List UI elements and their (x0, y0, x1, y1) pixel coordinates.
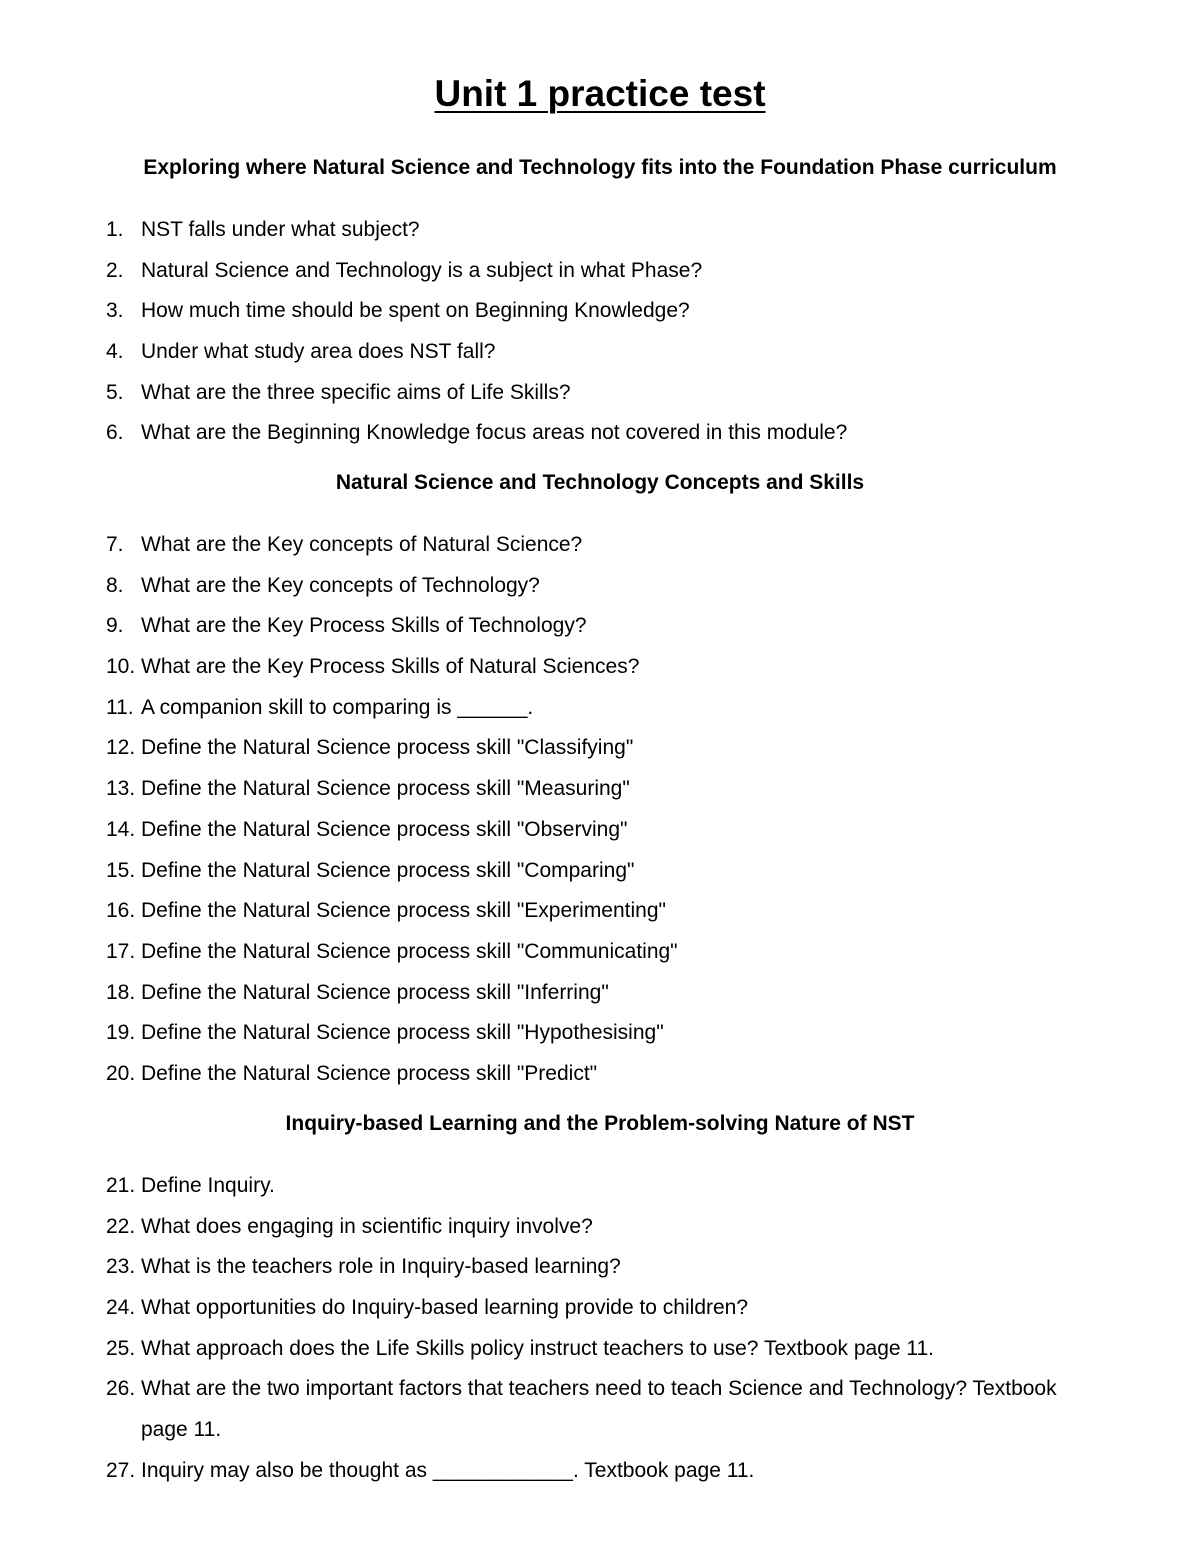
question-number: 7. (106, 533, 124, 556)
question-number: 9. (106, 614, 124, 638)
question-number: 10. (106, 655, 136, 679)
question-item (0, 1166, 1200, 1207)
question-text: What opportunities do Inquiry-based learning provide to children? (141, 1296, 749, 1320)
question-number: 13. (106, 777, 136, 801)
question-item (0, 210, 1200, 251)
question-text: What does engaging in scientific inquiry involve? (141, 1214, 593, 1238)
question-text: Define the Natural Science process skill "Classifying" (141, 736, 634, 760)
question-item (0, 1054, 1200, 1095)
question-item (0, 1329, 1200, 1370)
question-number: 11. (106, 695, 134, 719)
question-item (0, 769, 1200, 810)
page-title: Unit 1 practice test (434, 73, 766, 114)
question-text: What is the teachers role in Inquiry-based learning? (141, 1255, 621, 1279)
question-number: 2. (106, 258, 124, 282)
question-text: What are the Key Process Skills of Natural Sciences? (141, 655, 640, 679)
question-text: How much time should be spent on Beginning Knowledge? (141, 299, 690, 323)
question-number: 1. (106, 218, 124, 241)
question-text: What approach does the Life Skills policy instruct teachers to use? Textbook page 11. (141, 1336, 935, 1360)
question-item (0, 932, 1200, 973)
question-text: What are the Beginning Knowledge focus areas not covered in this module? (141, 421, 848, 445)
question-item (0, 1288, 1200, 1329)
question-item (0, 688, 1200, 729)
question-number: 4. (106, 340, 124, 364)
question-item (0, 525, 1200, 566)
question-text: What are the Key concepts of Natural Science? (141, 533, 583, 556)
question-item (0, 973, 1200, 1014)
question-list-3 (0, 1166, 1200, 1492)
question-list-2 (0, 525, 1200, 1095)
question-text: Natural Science and Technology is a subject in what Phase? (141, 258, 703, 282)
question-item (0, 810, 1200, 851)
question-number: 18. (106, 980, 136, 1004)
question-text: Define the Natural Science process skill "Observing" (141, 817, 628, 841)
question-text: Define the Natural Science process skill "Predict" (141, 1061, 598, 1085)
question-item (0, 1451, 1200, 1492)
question-number: 19. (106, 1021, 136, 1045)
question-number: 15. (106, 858, 136, 882)
question-number: 22. (106, 1214, 136, 1238)
question-item (0, 1369, 1200, 1450)
question-number: 21. (106, 1174, 136, 1197)
question-text: Define the Natural Science process skill "Communicating" (141, 939, 678, 963)
question-item (0, 606, 1200, 647)
question-number: 26. (106, 1377, 136, 1401)
question-item (0, 413, 1200, 454)
question-number: 3. (106, 299, 124, 323)
section-heading-1: Exploring where Natural Science and Technology fits into the Foundation Phase curriculum (143, 156, 1057, 179)
question-text: What are the three specific aims of Life Skills? (141, 380, 571, 404)
question-text: Define Inquiry. (141, 1174, 275, 1197)
question-number: 16. (106, 899, 136, 923)
question-text: Define the Natural Science process skill "Inferring" (141, 980, 609, 1004)
question-text: Define the Natural Science process skill "Experimenting" (141, 899, 666, 923)
section-heading-3: Inquiry-based Learning and the Problem-solving Nature of NST (285, 1112, 915, 1135)
section-heading-2: Natural Science and Technology Concepts and Skills (335, 471, 865, 494)
question-item (0, 291, 1200, 332)
question-number: 8. (106, 573, 124, 597)
question-text: What are the two important factors that teachers need to teach Science and Technology? Textbook page 11. (141, 1377, 1057, 1442)
question-number: 12. (106, 736, 136, 760)
question-item (0, 566, 1200, 607)
question-list-1 (0, 210, 1200, 454)
question-item (0, 851, 1200, 892)
question-text: Under what study area does NST fall? (141, 340, 496, 364)
question-text: A companion skill to comparing is ______. (141, 695, 534, 719)
question-text: Define the Natural Science process skill "Measuring" (141, 777, 630, 801)
question-number: 27. (106, 1458, 136, 1482)
question-item (0, 1247, 1200, 1288)
question-item (0, 1013, 1200, 1054)
question-item (0, 1207, 1200, 1248)
question-item (0, 251, 1200, 292)
question-item (0, 332, 1200, 373)
question-number: 20. (106, 1061, 136, 1085)
question-item (0, 647, 1200, 688)
question-number: 14. (106, 817, 136, 841)
question-text: What are the Key Process Skills of Technology? (141, 614, 587, 638)
question-number: 17. (106, 939, 136, 963)
question-text: NST falls under what subject? (141, 218, 420, 241)
question-number: 23. (106, 1255, 136, 1279)
question-text: What are the Key concepts of Technology? (141, 573, 540, 597)
question-number: 25. (106, 1336, 136, 1360)
question-number: 6. (106, 421, 124, 445)
question-number: 24. (106, 1296, 136, 1320)
question-item (0, 891, 1200, 932)
question-text: Define the Natural Science process skill "Comparing" (141, 858, 635, 882)
question-item (0, 373, 1200, 414)
question-text: Inquiry may also be thought as ____________. Textbook page 11. (141, 1458, 755, 1482)
question-item (0, 728, 1200, 769)
question-number: 5. (106, 380, 124, 404)
question-text: Define the Natural Science process skill "Hypothesising" (141, 1021, 664, 1045)
